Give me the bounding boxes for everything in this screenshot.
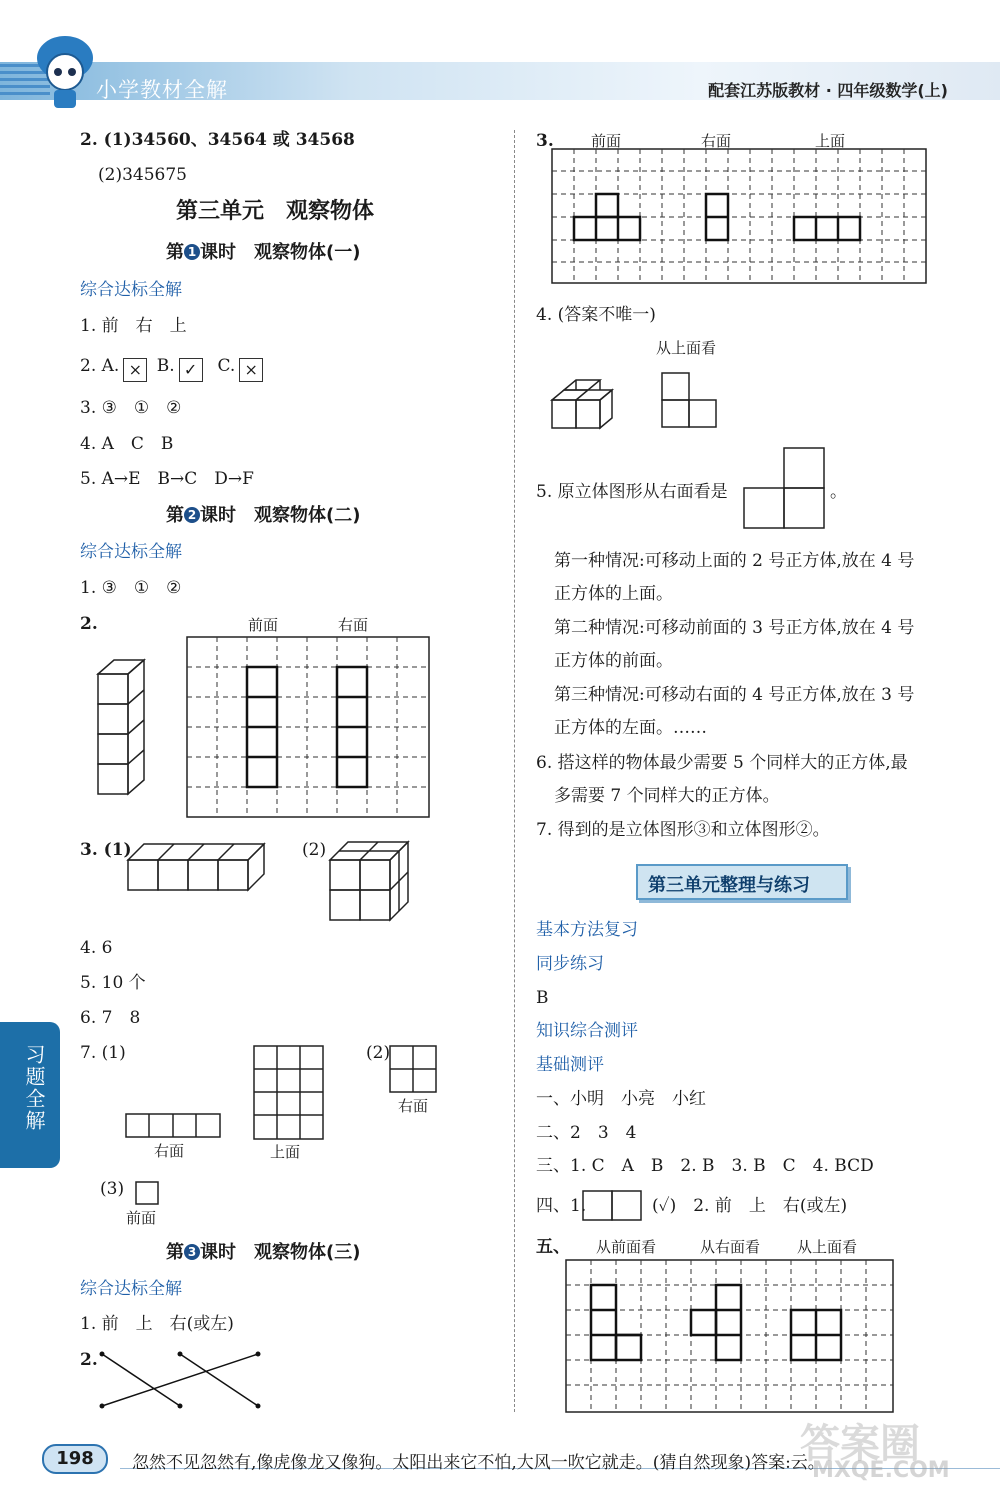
answer-r7: 7. 得到的是立体图形③和立体图形②。 (536, 820, 830, 840)
section-heading: 综合达标全解 (80, 542, 182, 562)
r5-line-6: 正方体的左面。…… (554, 718, 707, 738)
lesson-number-badge: 2 (184, 507, 200, 523)
unit-review-title: 第三单元整理与练习 (648, 875, 810, 896)
lesson-3-title: 第 3 课时 观察物体(三) (166, 1242, 361, 1263)
lesson-2-title: 第 2 课时 观察物体(二) (166, 505, 361, 526)
label-top-view: 从上面看 (656, 339, 717, 357)
view-right-square (389, 1045, 439, 1095)
answer-2-7-3: (3) (100, 1179, 125, 1199)
view-front-single (135, 1181, 161, 1207)
checkbox-c: × (239, 358, 263, 382)
answer-r6-line-2: 多需要 7 个同样大的正方体。 (554, 786, 780, 806)
answer-1-4: 4. A C B (80, 434, 174, 454)
watermark-url: MXQE.COM (812, 1458, 950, 1483)
answer-l2b: (2)345675 (98, 165, 187, 185)
answer-2-1: 1. ③ ① ② (80, 578, 182, 598)
label-front: 前面 (591, 132, 622, 150)
lesson-1-title: 第 1 课时 观察物体(一) (166, 242, 361, 263)
r5-line-2: 正方体的上面。 (554, 584, 673, 604)
lesson-number-badge: 1 (184, 244, 200, 260)
review-4b: (✓) 2. 前 上 右(或左) (652, 1196, 848, 1216)
answer-2-7-2: (2) (366, 1043, 391, 1063)
top-view-shape (661, 372, 719, 430)
watermark-logo: 答案圈 (800, 1421, 920, 1467)
cube-row-figure (126, 842, 278, 892)
lesson-number-badge: 3 (184, 1244, 200, 1260)
answer-2-3b: (2) (302, 840, 327, 860)
side-tab (0, 1022, 60, 1168)
unit-title: 第三单元 观察物体 (176, 199, 375, 224)
label-from-front: 从前面看 (596, 1238, 657, 1256)
cube-column-figure (96, 658, 156, 798)
review-3: 三、1. C A B 2. B 3. B C 4. BCD (536, 1156, 874, 1176)
matching-lines (96, 1348, 266, 1414)
label-top: 上面 (815, 132, 846, 150)
answer-1-2: 2. A. × B. ✓ C. × (80, 356, 267, 382)
answer-2-2: 2. (80, 614, 98, 634)
r5-line-1: 第一种情况:可移动上面的 2 号正方体,放在 4 号 (554, 551, 915, 571)
checkbox-b: ✓ (179, 358, 203, 382)
view-top-grid (253, 1045, 325, 1141)
review-2: 二、2 3 4 (536, 1123, 637, 1143)
review-4a: 四、1. (536, 1196, 587, 1216)
answer-1-1: 1. 前 右 上 (80, 316, 187, 336)
grid-front-right-views (186, 636, 430, 818)
grid-three-views (551, 148, 927, 284)
section-heading: 基础测评 (536, 1055, 604, 1075)
right-view-shape (742, 446, 828, 532)
review-5: 五、 (536, 1237, 570, 1257)
r5-line-4: 正方体的前面。 (554, 651, 673, 671)
r5-line-5: 第三种情况:可移动右面的 4 号正方体,放在 3 号 (554, 685, 915, 705)
label-right: 右面 (701, 132, 732, 150)
label-front: 前面 (248, 616, 279, 634)
label-right: 右面 (338, 616, 369, 634)
answer-2-4: 4. 6 (80, 938, 113, 958)
answer-2-7: 7. (1) (80, 1043, 126, 1063)
section-heading: 综合达标全解 (80, 1279, 182, 1299)
answer-2-5: 5. 10 个 (80, 973, 146, 993)
label-front-view: 前面 (126, 1209, 157, 1227)
grid-review-views (565, 1259, 895, 1415)
section-heading: 基本方法复习 (536, 920, 638, 940)
column-divider (514, 130, 515, 1412)
section-heading: 综合达标全解 (80, 280, 182, 300)
answer-r6-line-1: 6. 搭这样的物体最少需要 5 个同样大的正方体,最 (536, 753, 908, 773)
section-heading: 知识综合测评 (536, 1021, 638, 1041)
side-tab-label: 习题全解 (22, 1044, 46, 1132)
answer-l2a: 2. (1)34560、34564 或 34568 (80, 130, 355, 150)
label-from-right: 从右面看 (700, 1238, 761, 1256)
answer-2-6: 6. 7 8 (80, 1008, 141, 1028)
answer-3-1: 1. 前 上 右(或左) (80, 1314, 234, 1334)
answer-r5: 5. 原立体图形从右面看是 (536, 482, 728, 502)
section-heading: 同步练习 (536, 954, 604, 974)
checkbox-a: × (123, 358, 147, 382)
mascot-icon (30, 32, 100, 112)
header-book-info: 配套江苏版教材 · 四年级数学(上) (708, 81, 948, 100)
answer-1-5: 5. A→E B→C D→F (80, 469, 254, 489)
page-number: 198 (42, 1444, 108, 1474)
answer-sync: B (536, 988, 549, 1008)
cube-block-figure (328, 840, 420, 922)
review-1: 一、小明 小亮 小红 (536, 1089, 706, 1109)
label-right-view: 右面 (154, 1142, 185, 1160)
answer-r5-end: 。 (830, 482, 847, 502)
footer-riddle: 忽然不见忽然有,像虎像龙又像狗。太阳出来它不怕,大风一吹它就走。(猜自然现象)答案:云。 (132, 1453, 825, 1473)
cube-stack-figure (550, 380, 620, 432)
answer-r3: 3. (536, 131, 554, 151)
label-right-view-2: 右面 (398, 1097, 429, 1115)
answer-1-3: 3. ③ ① ② (80, 398, 182, 418)
r5-line-3: 第二种情况:可移动前面的 3 号正方体,放在 4 号 (554, 618, 915, 638)
label-from-top: 从上面看 (797, 1238, 858, 1256)
unit-review-banner (636, 864, 848, 900)
review-4-shape (582, 1190, 644, 1222)
answer-3-2: 2. (80, 1350, 98, 1370)
answer-r4: 4. (答案不唯一) (536, 305, 656, 325)
view-right-strip (125, 1113, 221, 1139)
answer-2-3: 3. (1) (80, 840, 132, 860)
header-title: 小学教材全解 (96, 78, 228, 102)
label-top-view: 上面 (270, 1143, 301, 1161)
